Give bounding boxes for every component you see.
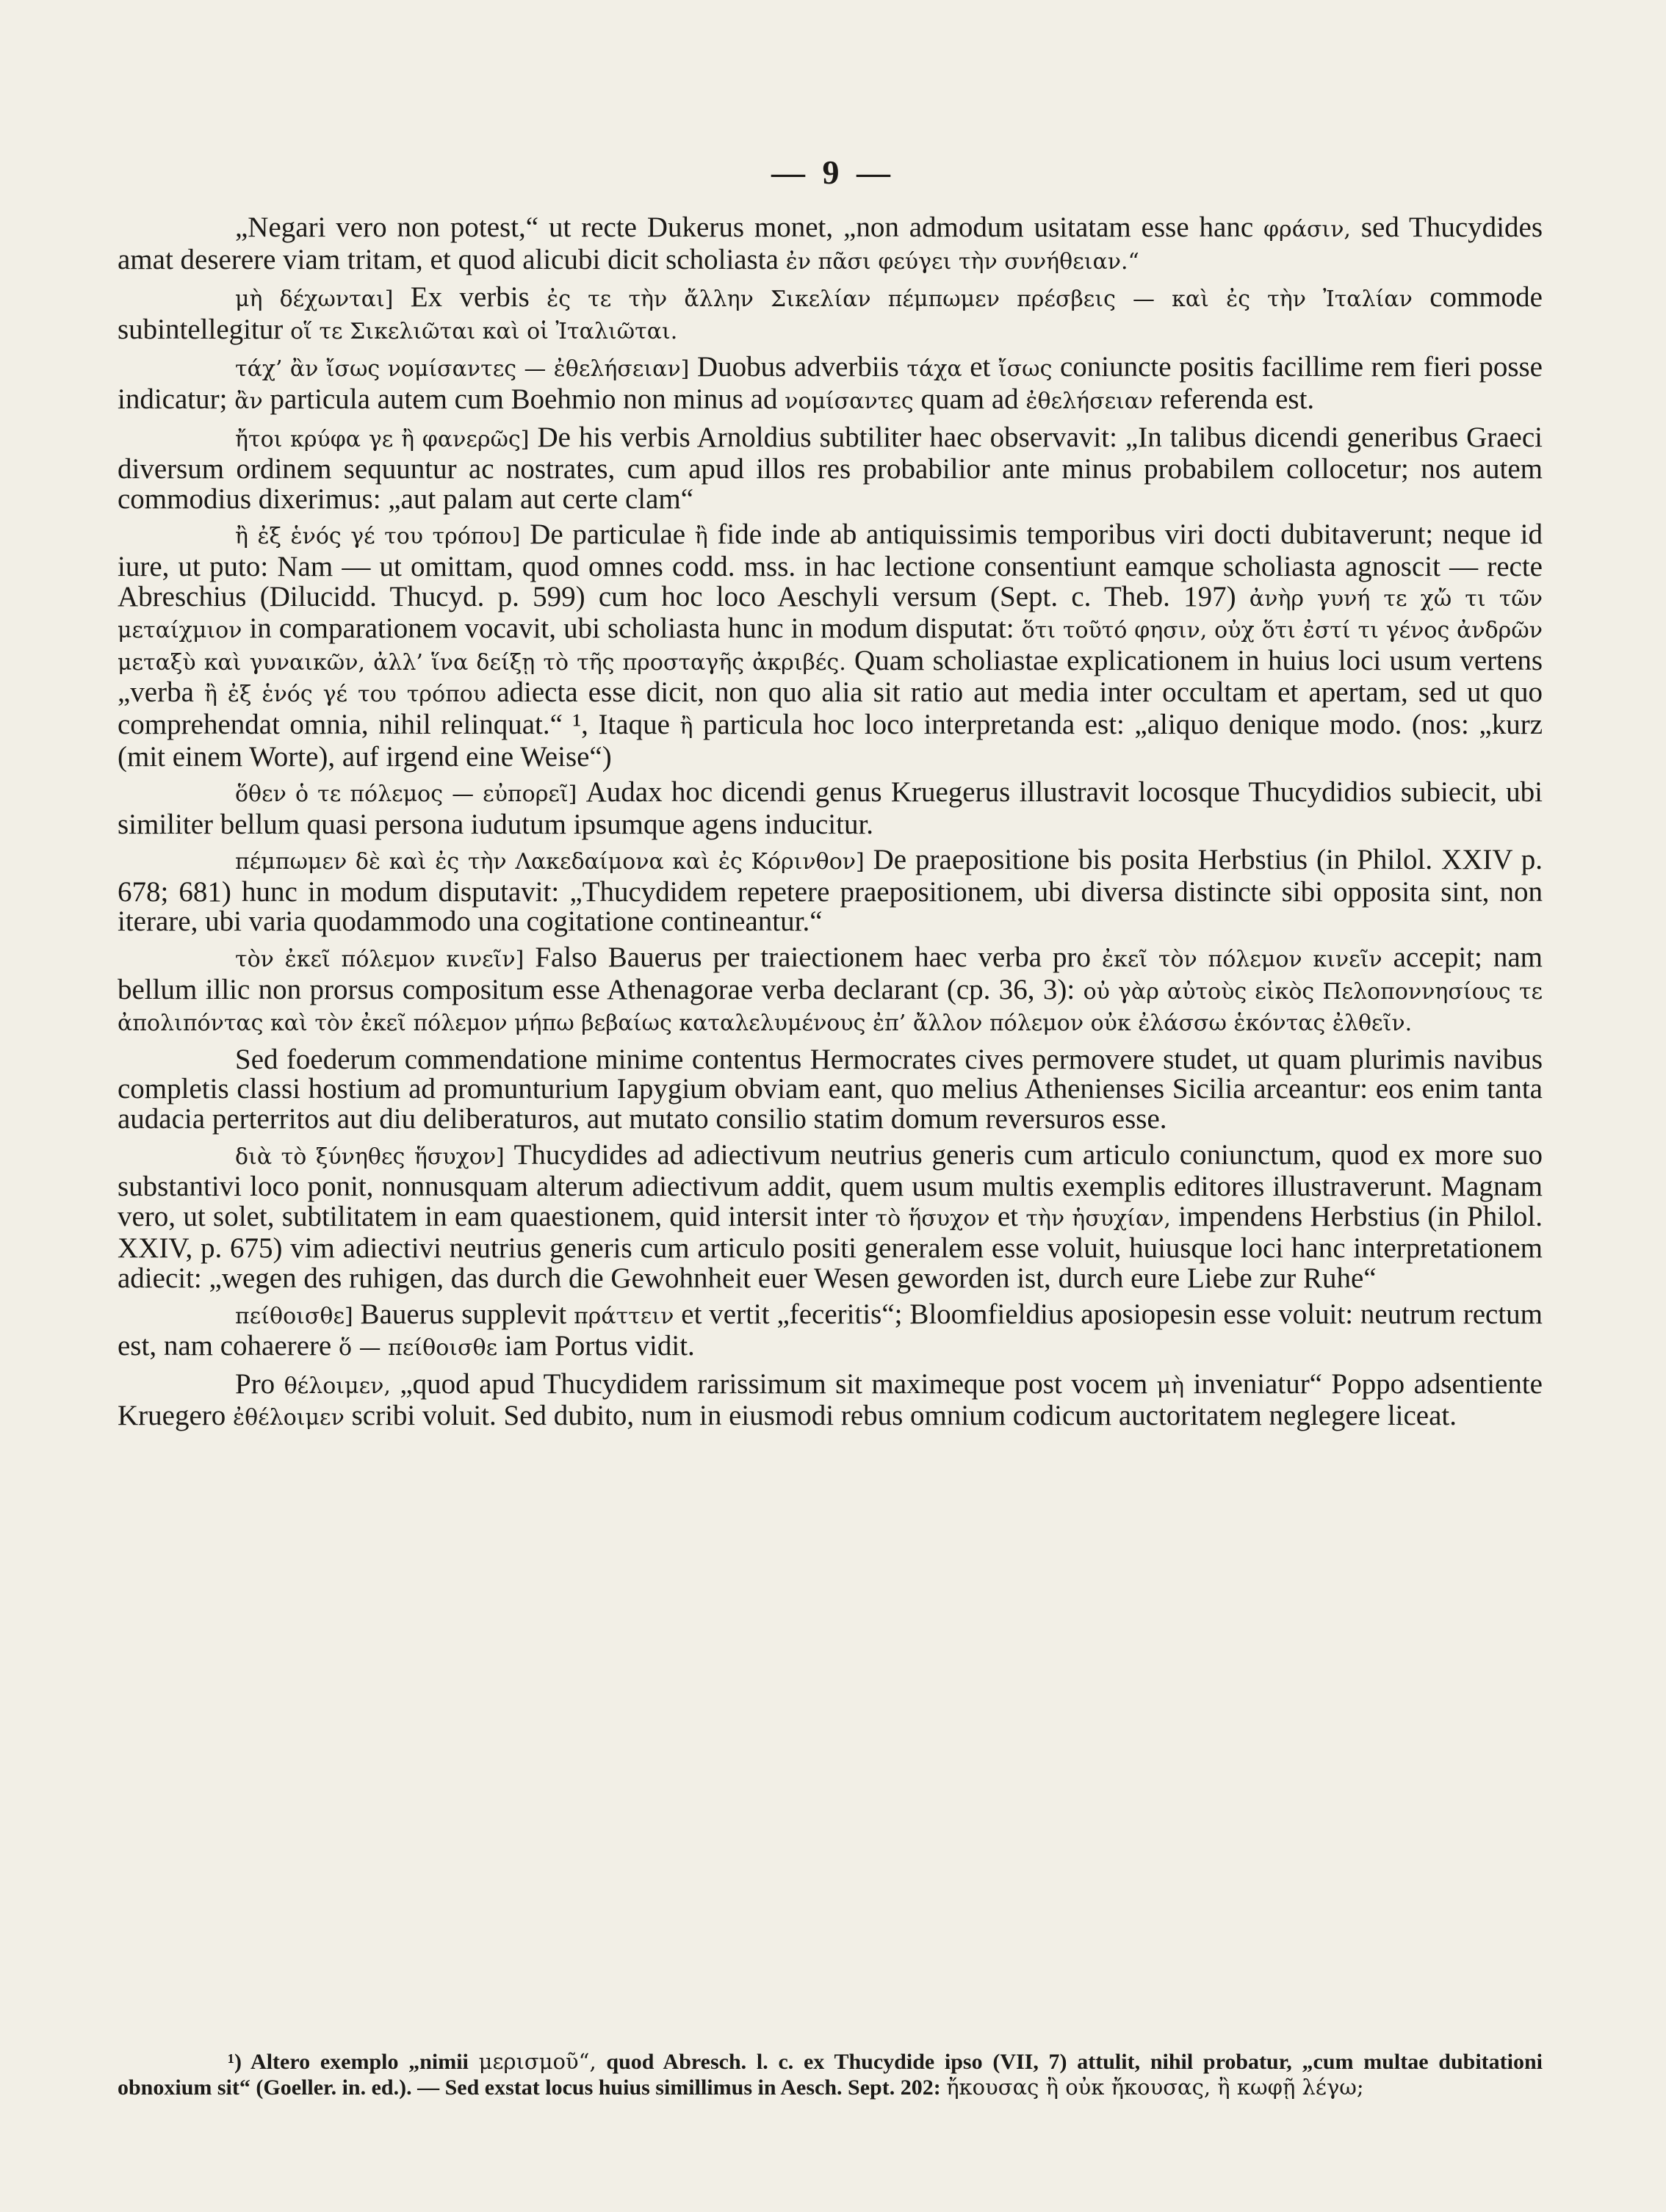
paragraph [118, 845, 1543, 937]
greek-text: πέμπωμεν δὲ καὶ ἐς τὴν Λακεδαίμονα καὶ ἐς Κόρινθον] [235, 849, 865, 875]
latin-text: quod Abresch. l. c. ex Thucydide ipso (VII, 7) attulit, nihil probatur, „cum multae dubitationi obnoxium sit“ (Goeller. in. ed.). — Sed exstat locus huius simillimus in Aesch. Sept. 202: [118, 2050, 1543, 2100]
latin-text: Ex verbis [393, 281, 547, 314]
latin-text: Quam scholiastae explicationem in huius loci usum vertens „verba [118, 644, 1543, 709]
latin-text: particula hoc loco interpretanda est: „aliquo denique modo. (nos: „kurz (mit einem Worte), auf irgend eine Weise“) [118, 708, 1543, 773]
latin-text: fide inde ab antiquissimis temporibus viri docti dubitaverunt; neque id iure, ut puto: Nam — ut omittam, quod omnes codd. mss. in hac lectione consentiunt eamque scholiasta agnoscit — recte Abreschius (Dilucidd. Thucyd. p. 599) cum hoc loco Aeschyli versum (Sept. c. Theb. 197) [118, 518, 1543, 612]
greek-text: τάχ’ ἂν ἴσως νομίσαντες — ἐθελήσειαν] [235, 356, 690, 383]
latin-text: Pro [235, 1367, 284, 1400]
greek-text: τὴν ἡσυχίαν, [1025, 1205, 1171, 1232]
latin-text: quam ad [913, 383, 1026, 415]
footnote-text [118, 2049, 1543, 2100]
greek-text: τὸ ἥσυχον [875, 1205, 990, 1232]
greek-text: ἢ ἐξ ἑνός γέ του τρόπου [204, 682, 487, 708]
greek-text: οἵ τε Σικελιῶται καὶ οἱ Ἰταλιῶται. [290, 318, 678, 344]
latin-text: Bauerus supplevit [353, 1298, 574, 1330]
greek-text: ἀνὴρ γυνή τε χὤ τι τῶν μεταίχμιον [118, 585, 1543, 644]
greek-text: ὅθεν ὁ τε πόλεμος — εὐπορεῖ] [235, 781, 577, 808]
latin-text: Thucydides ad adiectivum neutrius generis cum articulo coniunctum, quod ex more suo substantivi loco ponit, nonnusquam alterum adiectivum addit, quem usum multis exemplis editores illustraverunt. Magnam vero, ut solet, subtilitatem in eam quaestionem, quid intersit inter [118, 1138, 1543, 1232]
greek-text: τὸν ἐκεῖ πόλεμον κινεῖν] [235, 947, 524, 973]
latin-text: „Negari vero non potest,“ ut recte Dukerus monet, „non admodum usitatam esse hanc [235, 212, 1264, 243]
greek-text: ὅ — πείθοισθε [339, 1335, 498, 1362]
paragraph [118, 1367, 1543, 1434]
greek-text: ἐθελήσειαν [1025, 388, 1153, 414]
greek-text: μερισμοῦ“, [478, 2049, 596, 2074]
greek-text: μὴ [1156, 1373, 1185, 1399]
paragraph [118, 943, 1543, 1039]
paragraph [118, 778, 1543, 839]
greek-text: ἐκεῖ τὸν πόλεμον κινεῖν [1102, 947, 1382, 973]
greek-text: θέλοιμεν, [284, 1373, 391, 1399]
latin-text: et [962, 351, 998, 383]
greek-text: πράττειν [574, 1303, 674, 1329]
paragraph [118, 213, 1543, 277]
latin-text: De praepositione bis posita Herbstius (in Philol. XXIV p. 678; 681) hunc in modum disputavit: „Thucydidem repetere praepositionem, ubi diversa distincte sibi opposita sint, non iterare, ubi varia quodammodo una cogitatione contineantur.“ [118, 844, 1543, 938]
latin-text: coniuncte positis facillime rem fieri posse indicatur; [118, 351, 1543, 415]
greek-text: νομίσαντες [785, 388, 914, 414]
latin-text: accepit; nam bellum illic non prorsus compositum esse Athenagorae verba declarant (cp. 36, 3): [118, 941, 1543, 1005]
greek-text: φράσιν, [1263, 217, 1351, 242]
page-number: — 9 — [771, 153, 895, 191]
latin-text: particula autem cum Boehmio non minus ad [262, 383, 785, 415]
greek-text: τάχα [906, 356, 962, 383]
greek-text: ἢ [694, 524, 708, 550]
latin-text: inveniatur“ Poppo adsentiente Kruegero [118, 1367, 1543, 1432]
greek-text: ἴσως [998, 356, 1053, 383]
latin-text: Sed foederum commendatione minime contentus Hermocrates cives permovere studet, ut quam plurimis navibus completis classi hostium ad promunturium Iapygium obviam eant, quo melius Athenienses Sicilia arceantur: eos enim tanta audacia perterritos aut diu deliberaturos, aut mutato consilio statim domum reversuros esse. [118, 1043, 1543, 1135]
greek-text: ἢ ἐξ ἑνός γέ του τρόπου] [235, 524, 521, 550]
latin-text: Duobus adverbiis [689, 351, 907, 383]
greek-text: ὅτι τοῦτό φησιν, οὐχ ὅτι ἐστί τι γένος ἀνδρῶν μεταξὺ καὶ γυναικῶν, ἀλλ’ ἵνα δείξῃ τὸ τῆς προσταγῆς ἀκριβές. [118, 618, 1543, 676]
latin-text: et [989, 1200, 1026, 1232]
greek-text: ἐς τε τὴν ἄλλην Σικελίαν πέμπωμεν πρέσβεις — καὶ ἐς τὴν Ἰταλίαν [547, 286, 1413, 313]
greek-text: ἐθέλοιμεν [233, 1405, 345, 1431]
latin-text: sed Thucydides amat deserere viam tritam, et quod alicubi dicit scholiasta [118, 212, 1543, 275]
latin-text: Audax hoc dicendi genus Kruegerus illustravit locosque Thucydidios subiecit, ubi similiter bellum quasi persona iudutum ipsumque agens inducitur. [118, 776, 1543, 840]
greek-text: ἤτοι κρύφα γε ἢ φανερῶς] [235, 426, 530, 452]
latin-text: in comparationem vocavit, ubi scholiasta hunc in modum disputat: [242, 612, 1022, 645]
latin-text: De particulae [520, 518, 695, 551]
latin-text: et vertit „feceritis“; Bloomfieldius aposiopesin esse voluit: neutrum rectum est, nam cohaerere [118, 1298, 1543, 1362]
latin-text: referenda est. [1153, 383, 1315, 415]
greek-text: πείθοισθε] [235, 1303, 353, 1329]
latin-text: commode subintellegitur [118, 281, 1543, 345]
paragraph [118, 1138, 1543, 1294]
greek-text: ἂν [234, 388, 263, 414]
greek-text: διὰ τὸ ξύνηθες ἥσυχον] [235, 1143, 505, 1170]
paragraph [118, 353, 1543, 416]
footnote [118, 2049, 1543, 2100]
paragraph [118, 283, 1543, 347]
greek-text: ἢ [679, 713, 693, 740]
latin-text: scribi voluit. Sed dubito, num in eiusmodi rebus omnium codicum auctoritatem neglegere liceat. [344, 1400, 1457, 1432]
latin-text: adiecta esse dicit, non quo alia sit ratio aut media inter occultam et apertam, sed ut quo comprehendat omnia, nihil relinquat.“ ¹, Itaque [118, 676, 1543, 740]
greek-text: μὴ δέχωνται] [235, 286, 394, 313]
greek-text: οὐ γὰρ αὐτοὺς εἰκὸς Πελοποννησίους τε ἀπολιπόντας καὶ τὸν ἐκεῖ πόλεμον μήπω βεβαίως καταλελυμένους ἐπ’ ἄλλον πόλεμον οὐκ ἐλάσσω ἑκόντας ἐλθεῖν. [118, 978, 1543, 1037]
paragraph [118, 520, 1543, 772]
paragraph [118, 1300, 1543, 1364]
main-text [118, 213, 1543, 1439]
greek-text: ἤκουσας ἢ οὐκ ἤκουσας, ἢ κωφῇ λέγω; [946, 2075, 1364, 2100]
latin-text: Falso Bauerus per traiectionem haec verba pro [524, 941, 1102, 974]
latin-text: „quod apud Thucydidem rarissimum sit maximeque post vocem [390, 1367, 1157, 1400]
paragraph [118, 423, 1543, 515]
paragraph [118, 1045, 1543, 1135]
greek-text: ἐν πᾶσι φεύγει τὴν συνήθειαν.“ [785, 248, 1139, 275]
latin-text: impendens Herbstius (in Philol. XXIV, p. 675) vim adiectivi neutrius generis cum articulo positi generalem esse voluit, huiusque loci hanc interpretationem adiecit: „wegen des ruhigen, das durch die Gewohnheit euer Wesen geworden ist, durch eure Liebe zur Ruhe“ [118, 1200, 1543, 1294]
latin-text: De his verbis Arnoldius subtiliter haec observavit: „In talibus dicendi generibus Graeci diversum ordinem sequuntur ac nostrates, cum apud illos res probabilior ante minus probabilem collocetur; nos autem commodius dixerimus: „aut palam aut certe clam“ [118, 421, 1543, 515]
latin-text: ¹) Altero exemplo „nimii [228, 2050, 479, 2074]
latin-text: iam Portus vidit. [497, 1330, 695, 1362]
